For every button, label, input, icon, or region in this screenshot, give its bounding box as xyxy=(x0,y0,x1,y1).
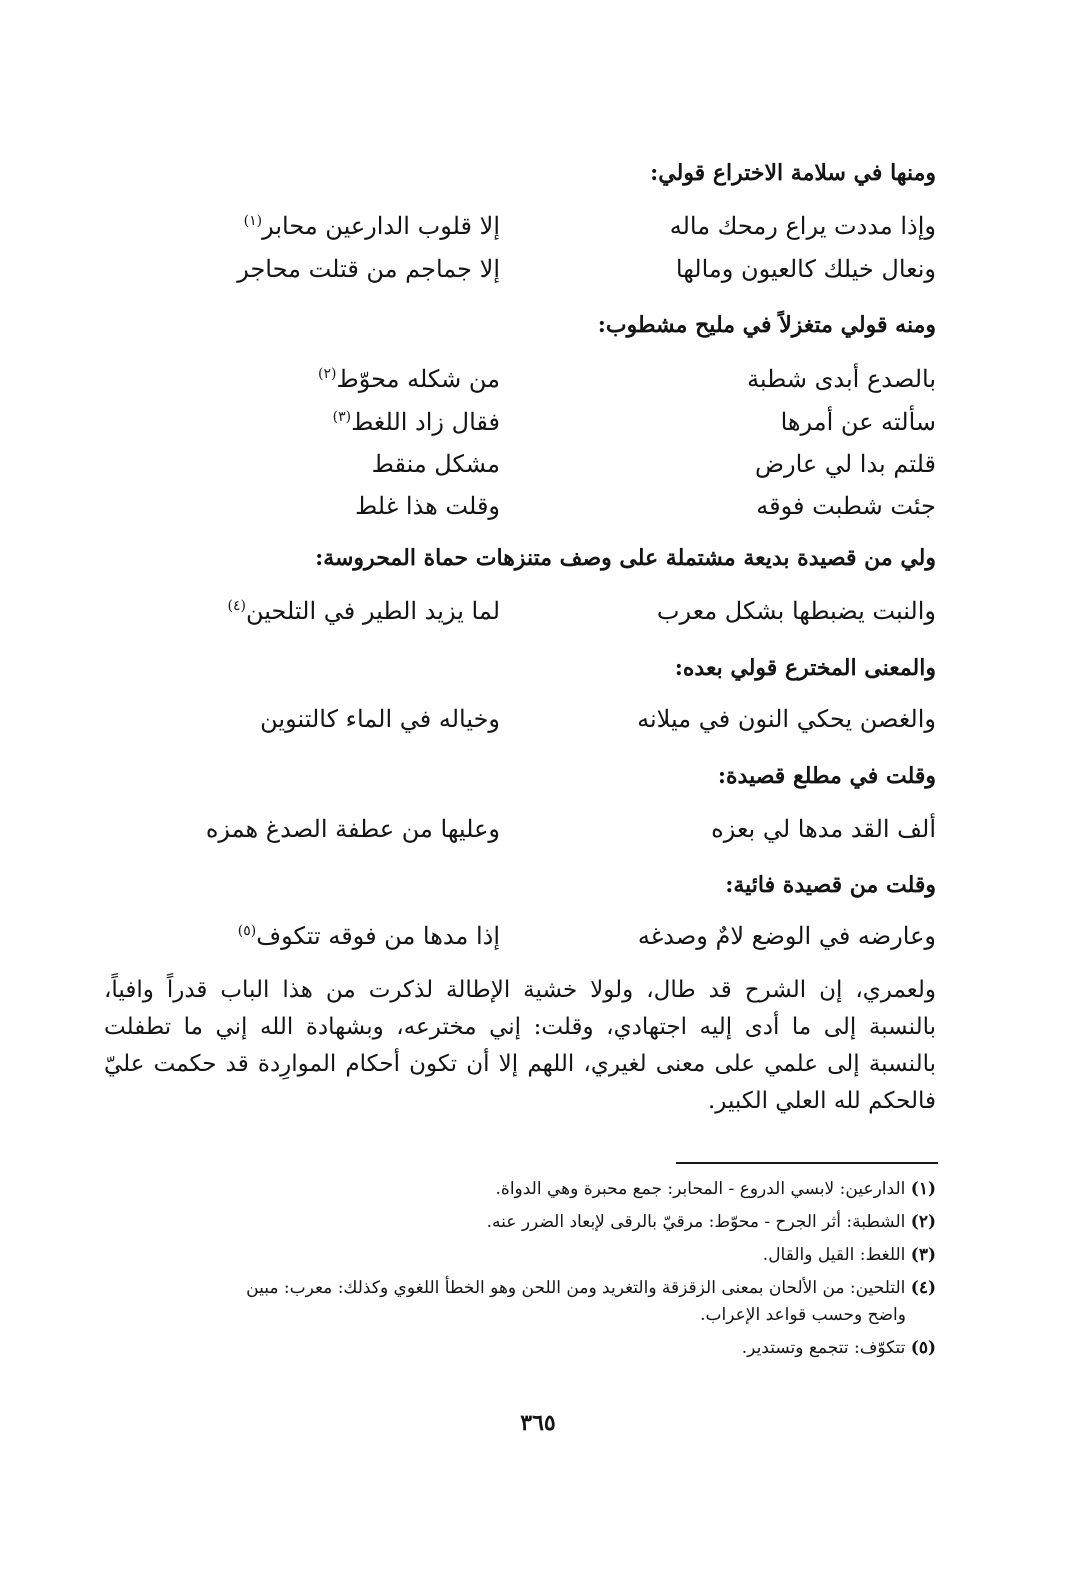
verse-first-hemistich: بالصدع أبدى شطبة xyxy=(747,365,936,393)
intro-line: وقلت من قصيدة فائية: xyxy=(725,872,936,898)
footnote xyxy=(112,1242,936,1269)
hemistich-text: وعليها من عطفة الصدغ همزه xyxy=(205,815,500,843)
intro-line: وقلت في مطلع قصيدة: xyxy=(717,763,936,789)
footnote-marker: (٥) xyxy=(237,923,257,939)
verse-first-hemistich: والنبت يضبطها بشكل معرب xyxy=(656,597,936,625)
verse-second-hemistich xyxy=(110,922,500,951)
verse-second-hemistich xyxy=(110,408,500,437)
footnote-text: الدارعين: لابسي الدروع - المحابر: جمع محبرة وهي الدواة. xyxy=(495,1179,906,1199)
verse-second-hemistich xyxy=(110,212,500,241)
hemistich-text: فقال زاد اللغط xyxy=(351,408,500,436)
verse-second-hemistich xyxy=(110,597,500,626)
verse-first-hemistich: سألته عن أمرها xyxy=(780,408,936,436)
footnote-number: (٢) xyxy=(910,1212,936,1232)
footnote-number: (١) xyxy=(910,1179,936,1199)
hemistich-text: وقلت هذا غلط xyxy=(354,492,500,520)
footnote xyxy=(112,1335,936,1362)
footnote-marker: (٣) xyxy=(332,409,352,425)
hemistich-text: مشكل منقط xyxy=(371,450,500,478)
footnote xyxy=(112,1275,936,1329)
verse-first-hemistich: والغصن يحكي النون في ميلانه xyxy=(637,705,936,733)
verse-first-hemistich: جئت شطبت فوقه xyxy=(756,492,936,520)
intro-line: والمعنى المخترع قولي بعده: xyxy=(674,655,936,681)
footnote xyxy=(112,1176,936,1203)
verse-second-hemistich xyxy=(110,365,500,394)
footnote-marker: (١) xyxy=(243,213,263,229)
verse-first-hemistich: وإذا مددت يراع رمحك ماله xyxy=(669,212,936,240)
intro-line: ولي من قصيدة بديعة مشتملة على وصف متنزهات حماة المحروسة: xyxy=(315,545,936,571)
prose-paragraph: ولعمري، إن الشرح قد طال، ولولا خشية الإطالة لذكرت من هذا الباب قدراً وافياً، بالنسبة إلى ما أدى إليه اجتهادي، وقلت: إني مخترعه، وبشهادة الله إني ما تطفلت بالنسبة إلى علمي على معنى لغيري، اللهم إلا أن تكون أحكام الموارِدة قد حكمت عليّ فالحكم لله العلي الكبير. xyxy=(104,977,936,1114)
footnote-marker: (٢) xyxy=(318,366,337,382)
verse-second-hemistich xyxy=(110,492,500,521)
hemistich-text: وخياله في الماء كالتنوين xyxy=(260,705,500,733)
footnote-text: تتكوّف: تتجمع وتستدير. xyxy=(741,1338,906,1358)
footnote-text: اللغط: القيل والقال. xyxy=(762,1245,906,1265)
verse-first-hemistich: وعارضه في الوضع لامٌ وصدغه xyxy=(637,922,936,950)
hemistich-text: لما يزيد الطير في التلحين xyxy=(245,597,500,625)
verse-second-hemistich xyxy=(110,705,500,734)
verse-second-hemistich xyxy=(110,450,500,479)
footnote-number: (٤) xyxy=(910,1278,936,1298)
footnote-text: الشطبة: أثر الجرح - محوّط: مرقيّ بالرقى لإبعاد الضرر عنه. xyxy=(486,1212,906,1232)
intro-line: ومنها في سلامة الاختراع قولي: xyxy=(650,160,936,186)
hemistich-text: من شكله محوّط xyxy=(336,365,500,393)
footnote-text: التلحين: من الألحان بمعنى الزقزقة والتغريد ومن اللحن وهو الخطأ اللغوي وكذلك: معرب: مبين xyxy=(246,1278,906,1298)
page-number: ٣٦٥ xyxy=(520,1410,556,1436)
hemistich-text: إذا مدها من فوقه تتكوف xyxy=(256,922,500,950)
footnote-number: (٥) xyxy=(910,1338,936,1358)
footnotes xyxy=(112,1176,936,1368)
footnote-continuation: واضح وحسب قواعد الإعراب. xyxy=(700,1305,906,1325)
intro-line: ومنه قولي متغزلاً في مليح مشطوب: xyxy=(597,312,936,338)
verse-first-hemistich: ونعال خيلك كالعيون ومالها xyxy=(675,255,936,283)
footnote-number: (٣) xyxy=(910,1245,936,1265)
footnote-separator xyxy=(676,1162,938,1164)
footnote-marker: (٤) xyxy=(227,598,246,614)
hemistich-text: إلا جماجم من قتلت محاجر xyxy=(237,255,500,283)
verse-first-hemistich: قلتم بدا لي عارض xyxy=(754,450,936,478)
verse-second-hemistich xyxy=(110,815,500,844)
footnote xyxy=(112,1209,936,1236)
verse-second-hemistich xyxy=(110,255,500,284)
hemistich-text: إلا قلوب الدارعين محابر xyxy=(262,212,500,240)
verse-first-hemistich: ألف القد مدها لي بعزه xyxy=(711,815,936,843)
